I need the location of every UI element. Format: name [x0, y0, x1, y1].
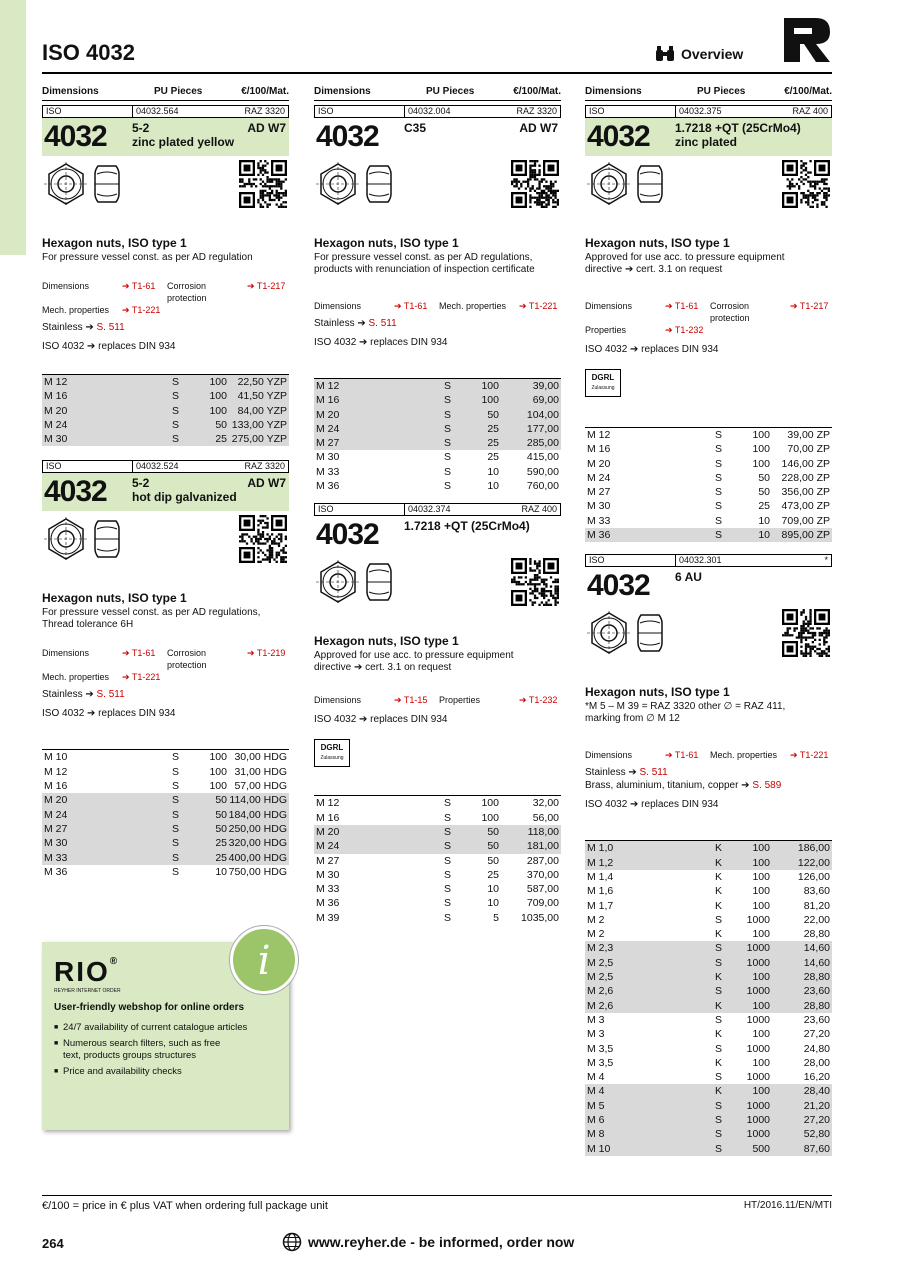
- stainless-ref: Stainless ➔ S. 511: [42, 322, 125, 333]
- table-row[interactable]: M 1,4 K 100 126,00: [587, 870, 830, 883]
- page-number: 264: [42, 1236, 64, 1251]
- rio-headline: User-friendly webshop for online orders: [54, 1002, 245, 1013]
- website-link[interactable]: [282, 1232, 574, 1252]
- doc-code: HT/2016.11/EN/MTI: [743, 1200, 832, 1211]
- grade: [829, 567, 832, 605]
- reference-link[interactable]: ➔ T1-61: [122, 281, 156, 291]
- link-row: Mech. properties ➔ T1-221: [42, 304, 289, 316]
- link-row: Dimensions ➔ T1-61 Mech. properties ➔ T1-221: [314, 301, 558, 311]
- table-row[interactable]: M 27 S 50 287,00: [316, 854, 559, 867]
- standard-number: 4032: [316, 120, 379, 153]
- table-row[interactable]: M 2,5 S 1000 14,60: [587, 956, 830, 969]
- rio-subtitle: REYHER INTERNET ORDER: [54, 988, 121, 994]
- table-row[interactable]: M 2,5 K 100 28,80: [587, 971, 830, 984]
- reference-links: [585, 300, 832, 336]
- table-row[interactable]: M 24 S 50 184,00 HDG: [44, 808, 287, 821]
- reference-link[interactable]: ➔ T1-232: [665, 325, 704, 335]
- product-block: [314, 105, 561, 493]
- reference-links: [585, 749, 832, 761]
- nut-top-view-icon: [587, 162, 631, 206]
- table-row[interactable]: M 30 S 25 275,00 YZP: [44, 433, 287, 446]
- table-row[interactable]: M 20 S 50 118,00: [316, 825, 559, 838]
- product-block: [42, 105, 289, 446]
- stainless-link[interactable]: S. 511: [368, 318, 397, 329]
- binoculars-icon: [655, 46, 675, 62]
- column-1: [42, 86, 289, 879]
- reference-link[interactable]: ➔ T1-217: [790, 301, 829, 311]
- table-row[interactable]: M 1,6 K 100 83,60: [587, 885, 830, 898]
- table-row[interactable]: M 16 S 100 69,00: [316, 394, 559, 407]
- table-row[interactable]: M 16 S 100 57,00 HDG: [44, 780, 287, 793]
- product-block: [42, 460, 289, 879]
- stainless-link[interactable]: S. 511: [639, 767, 668, 779]
- list-item: ■ Price and availability checks: [54, 1066, 182, 1077]
- standard-number: 4032: [44, 475, 107, 509]
- material: 1.7218 +QT (25CrMo4) zinc plated: [675, 121, 801, 149]
- price-note: €/100 = price in € plus VAT when ordering full package unit: [42, 1200, 328, 1212]
- table-row[interactable]: M 27 S 25 285,00: [316, 437, 559, 450]
- column-header: Dimensions PU Pieces €/100/Mat.: [314, 86, 561, 97]
- replaces-note: ISO 4032 ➔ replaces DIN 934: [42, 708, 176, 720]
- chapter-tab: [0, 0, 26, 255]
- nut-top-view-icon: [44, 517, 88, 561]
- spacer: [42, 446, 289, 460]
- product-block: [585, 105, 832, 542]
- table-row[interactable]: M 2,6 K 100 28,80: [587, 999, 830, 1012]
- product-header: [42, 118, 289, 156]
- grade: AD W7: [247, 476, 286, 491]
- reference-link[interactable]: ➔ T1-61: [665, 750, 699, 761]
- stainless-link[interactable]: S. 511: [96, 689, 125, 701]
- table-row[interactable]: M 6 S 1000 27,20: [587, 1114, 830, 1127]
- header-divider: [314, 100, 561, 101]
- reference-links: [314, 694, 561, 706]
- product-description: For pressure vessel const. as per AD regulation: [42, 252, 253, 263]
- grade: AD W7: [247, 121, 286, 135]
- table-row[interactable]: M 4 S 1000 16,20: [587, 1071, 830, 1084]
- material: 1.7218 +QT (25CrMo4): [404, 519, 530, 534]
- reference-link[interactable]: ➔ T1-61: [394, 301, 428, 311]
- technical-drawings: [585, 156, 832, 226]
- table-row[interactable]: M 16 S 100 41,50 YZP: [44, 390, 287, 403]
- article-ref-bar: ISO 04032.375 RAZ 400: [585, 105, 832, 118]
- table-row[interactable]: M 30 S 25 415,00: [316, 451, 559, 464]
- price-table: [585, 840, 832, 1156]
- table-row[interactable]: M 33 S 10 587,00: [316, 883, 559, 896]
- table-row[interactable]: M 36 S 10 895,00 ZP: [587, 529, 830, 542]
- price-table: [585, 427, 832, 542]
- table-row[interactable]: M 12 S 100 31,00 HDG: [44, 765, 287, 778]
- nut-side-view-icon: [637, 162, 663, 206]
- price-table: [42, 374, 289, 446]
- table-row[interactable]: M 33 S 10 709,00 ZP: [587, 514, 830, 527]
- product-block: [585, 554, 832, 1156]
- grade: AD W7: [519, 121, 558, 135]
- table-row[interactable]: M 1,0 K 100 186,00: [587, 842, 830, 855]
- nut-side-view-icon: [637, 611, 663, 655]
- brass-link[interactable]: S. 589: [752, 780, 782, 792]
- brass-ref: Brass, aluminium, titanium, copper ➔ S. 589: [585, 780, 782, 792]
- replaces-note: ISO 4032 ➔ replaces DIN 934: [585, 799, 719, 811]
- nut-top-view-icon: [44, 162, 88, 206]
- table-row[interactable]: M 30 S 25 370,00: [316, 868, 559, 881]
- overview-label: Overview: [681, 46, 744, 62]
- column-2: [314, 86, 561, 925]
- table-row[interactable]: M 3 S 1000 23,60: [587, 1013, 830, 1026]
- stainless-ref: Stainless ➔ S. 511: [585, 767, 668, 779]
- link-row: Dimensions ➔ T1-15 Properties ➔ T1-232: [314, 695, 558, 706]
- dgrl-approval-badge: DGRL Zulassung: [314, 739, 350, 767]
- table-row[interactable]: M 5 S 1000 21,20: [587, 1099, 830, 1112]
- stainless-ref: Stainless ➔ S. 511: [42, 689, 125, 701]
- product-block: [314, 503, 561, 925]
- link-row: Dimensions ➔ T1-61 Corrosion protection ➔ T1-217: [585, 301, 829, 323]
- product-header: [585, 567, 832, 605]
- product-header: [314, 118, 561, 156]
- price-table: [314, 795, 561, 925]
- standard-number: 4032: [587, 120, 650, 153]
- qr-code-icon: [782, 160, 830, 208]
- grade: [558, 516, 561, 554]
- replaces-note: ISO 4032 ➔ replaces DIN 934: [314, 337, 448, 348]
- list-item: ■ Numerous search filters, such as free text, products groups structures: [54, 1038, 221, 1061]
- replaces-note: ISO 4032 ➔ replaces DIN 934: [314, 714, 448, 726]
- table-row[interactable]: M 24 S 25 177,00: [316, 422, 559, 435]
- table-row[interactable]: M 2,3 S 1000 14,60: [587, 942, 830, 955]
- table-row[interactable]: M 12 S 100 39,00 ZP: [587, 429, 830, 441]
- table-row[interactable]: M 1,7 K 100 81,20: [587, 899, 830, 912]
- nut-side-view-icon: [366, 560, 392, 604]
- info-icon: i: [230, 926, 298, 994]
- reference-link[interactable]: ➔ T1-15: [394, 695, 428, 706]
- technical-drawings: [314, 554, 561, 624]
- product-title: Hexagon nuts, ISO type 1: [585, 236, 730, 250]
- product-title: Hexagon nuts, ISO type 1: [314, 236, 459, 250]
- technical-drawings: [585, 605, 832, 675]
- product-header: [42, 473, 289, 511]
- table-row[interactable]: M 36 S 10 760,00: [316, 480, 559, 493]
- article-ref-bar: ISO 04032.301 *: [585, 554, 832, 567]
- table-row[interactable]: M 4 K 100 28,40: [587, 1085, 830, 1098]
- product-description: For pressure vessel const. as per AD regulations, Thread tolerance 6H: [42, 607, 261, 631]
- reference-link[interactable]: ➔ T1-61: [122, 648, 156, 659]
- price-table: [42, 749, 289, 879]
- product-description: Approved for use acc. to pressure equipment directive ➔ cert. 3.1 on request: [585, 252, 785, 275]
- column-header: Dimensions PU Pieces €/100/Mat.: [585, 86, 832, 97]
- header-divider: [585, 100, 832, 101]
- nut-side-view-icon: [94, 517, 120, 561]
- link-row: Properties ➔ T1-232: [585, 324, 832, 336]
- material: 6 AU: [675, 570, 702, 585]
- table-row[interactable]: M 20 S 100 84,00 YZP: [44, 404, 287, 417]
- table-row[interactable]: M 12 S 100 39,00: [316, 380, 559, 392]
- material: 5-2 hot dip galvanized: [132, 476, 237, 505]
- overview-link[interactable]: [655, 46, 743, 62]
- table-row[interactable]: M 33 S 25 400,00 HDG: [44, 851, 287, 864]
- material: C35: [404, 121, 427, 135]
- reference-links: [42, 280, 289, 316]
- grade: [829, 118, 832, 156]
- table-row[interactable]: M 2 K 100 28,80: [587, 928, 830, 941]
- column-header: Dimensions PU Pieces €/100/Mat.: [42, 86, 289, 97]
- table-row[interactable]: M 30 S 25 473,00 ZP: [587, 500, 830, 513]
- table-row[interactable]: M 20 S 100 146,00 ZP: [587, 457, 830, 470]
- reference-link[interactable]: ➔ T1-221: [122, 672, 161, 683]
- product-description: *M 5 – M 39 = RAZ 3320 other ∅ = RAZ 411, marking from ∅ M 12: [585, 701, 786, 725]
- product-header: [314, 516, 561, 554]
- reference-link[interactable]: ➔ T1-221: [790, 750, 829, 761]
- table-row[interactable]: M 12 S 100 22,50 YZP: [44, 376, 287, 388]
- article-ref-bar: ISO 04032.004 RAZ 3320: [314, 105, 561, 118]
- table-row[interactable]: M 30 S 25 320,00 HDG: [44, 837, 287, 850]
- table-row[interactable]: M 10 S 500 87,60: [587, 1142, 830, 1155]
- stainless-ref: Stainless ➔ S. 511: [314, 318, 397, 329]
- column-3: [585, 86, 832, 1156]
- table-row[interactable]: M 12 S 100 32,00: [316, 797, 559, 810]
- footer-divider: [42, 1195, 832, 1196]
- qr-code-icon: [511, 558, 559, 606]
- product-description: For pressure vessel const. as per AD regulations, products with renunciation of inspection certificate: [314, 252, 535, 275]
- replaces-note: ISO 4032 ➔ replaces DIN 934: [42, 341, 176, 352]
- table-row[interactable]: M 20 S 50 104,00: [316, 408, 559, 421]
- nut-side-view-icon: [94, 162, 120, 206]
- table-row[interactable]: M 27 S 50 356,00 ZP: [587, 486, 830, 499]
- standard-number: 4032: [587, 569, 650, 603]
- table-row[interactable]: M 3 K 100 27,20: [587, 1028, 830, 1041]
- reference-link[interactable]: ➔ T1-219: [247, 648, 286, 659]
- table-row[interactable]: M 24 S 50 181,00: [316, 840, 559, 853]
- reference-link[interactable]: ➔ T1-221: [519, 301, 558, 311]
- header-divider: [42, 100, 289, 101]
- nut-side-view-icon: [366, 162, 392, 206]
- article-ref-bar: ISO 04032.564 RAZ 3320: [42, 105, 289, 118]
- product-title: Hexagon nuts, ISO type 1: [314, 634, 459, 649]
- link-row: Dimensions ➔ T1-61 Mech. properties ➔ T1-221: [585, 750, 829, 761]
- rio-feature-list: [54, 1022, 247, 1082]
- link-row: Mech. properties ➔ T1-221: [42, 671, 289, 683]
- reference-link[interactable]: ➔ T1-61: [665, 301, 699, 311]
- standard-number: 4032: [316, 518, 379, 552]
- material: 5-2 zinc plated yellow: [132, 121, 235, 149]
- table-row[interactable]: M 3,5 K 100 28,00: [587, 1056, 830, 1069]
- product-title: Hexagon nuts, ISO type 1: [585, 685, 730, 700]
- spacer: [585, 542, 832, 554]
- technical-drawings: [42, 156, 289, 226]
- product-header: [585, 118, 832, 156]
- table-row[interactable]: M 24 S 50 133,00 YZP: [44, 418, 287, 431]
- reyher-logo-icon: [782, 16, 832, 64]
- table-row[interactable]: M 36 S 10 709,00: [316, 897, 559, 910]
- reference-link[interactable]: ➔ T1-221: [122, 305, 161, 315]
- list-item: ■ 24/7 availability of current catalogue articles: [54, 1022, 248, 1033]
- stainless-link[interactable]: S. 511: [96, 322, 125, 333]
- nut-top-view-icon: [587, 611, 631, 655]
- table-row[interactable]: M 36 S 10 750,00 HDG: [44, 865, 287, 878]
- nut-top-view-icon: [316, 162, 360, 206]
- globe-icon: [282, 1232, 302, 1252]
- table-row[interactable]: M 16 S 100 70,00 ZP: [587, 443, 830, 456]
- qr-code-icon: [782, 609, 830, 657]
- price-table: [314, 378, 561, 493]
- table-row[interactable]: M 39 S 5 1035,00: [316, 911, 559, 924]
- spacer: [314, 493, 561, 503]
- technical-drawings: [42, 511, 289, 581]
- table-row[interactable]: M 20 S 50 114,00 HDG: [44, 794, 287, 807]
- table-row[interactable]: M 27 S 50 250,00 HDG: [44, 822, 287, 835]
- replaces-note: ISO 4032 ➔ replaces DIN 934: [585, 344, 719, 355]
- reference-links: [42, 647, 289, 683]
- product-title: Hexagon nuts, ISO type 1: [42, 591, 187, 606]
- product-description: Approved for use acc. to pressure equipment directive ➔ cert. 3.1 on request: [314, 650, 514, 674]
- title-divider: [42, 72, 832, 74]
- product-title: Hexagon nuts, ISO type 1: [42, 236, 187, 250]
- qr-code-icon: [239, 160, 287, 208]
- table-row[interactable]: M 1,2 K 100 122,00: [587, 856, 830, 869]
- rio-logo: RIO®: [54, 956, 120, 987]
- article-ref-bar: ISO 04032.374 RAZ 400: [314, 503, 561, 516]
- standard-number: 4032: [44, 120, 107, 153]
- table-row[interactable]: M 2,6 S 1000 23,60: [587, 985, 830, 998]
- table-row[interactable]: M 3,5 S 1000 24,80: [587, 1042, 830, 1055]
- reference-link[interactable]: ➔ T1-217: [247, 281, 286, 291]
- reference-links: [314, 300, 561, 312]
- table-row[interactable]: M 16 S 100 56,00: [316, 811, 559, 824]
- table-row[interactable]: M 2 S 1000 22,00: [587, 913, 830, 926]
- table-row[interactable]: M 8 S 1000 52,80: [587, 1128, 830, 1141]
- article-ref-bar: ISO 04032.524 RAZ 3320: [42, 460, 289, 473]
- table-row[interactable]: M 33 S 10 590,00: [316, 465, 559, 478]
- link-row: Dimensions ➔ T1-61 Corrosion protection ➔ T1-217: [42, 281, 286, 303]
- reference-link[interactable]: ➔ T1-232: [519, 695, 558, 706]
- qr-code-icon: [511, 160, 559, 208]
- page-title: ISO 4032: [42, 40, 135, 65]
- link-row: Dimensions ➔ T1-61 Corrosion protection ➔ T1-219: [42, 648, 286, 671]
- dgrl-approval-badge: DGRL Zulassung: [585, 369, 621, 397]
- nut-top-view-icon: [316, 560, 360, 604]
- website-label: www.reyher.de - be informed, order now: [308, 1234, 575, 1250]
- technical-drawings: [314, 156, 561, 226]
- qr-code-icon: [239, 515, 287, 563]
- table-row[interactable]: M 10 S 100 30,00 HDG: [44, 751, 287, 764]
- table-row[interactable]: M 24 S 50 228,00 ZP: [587, 471, 830, 484]
